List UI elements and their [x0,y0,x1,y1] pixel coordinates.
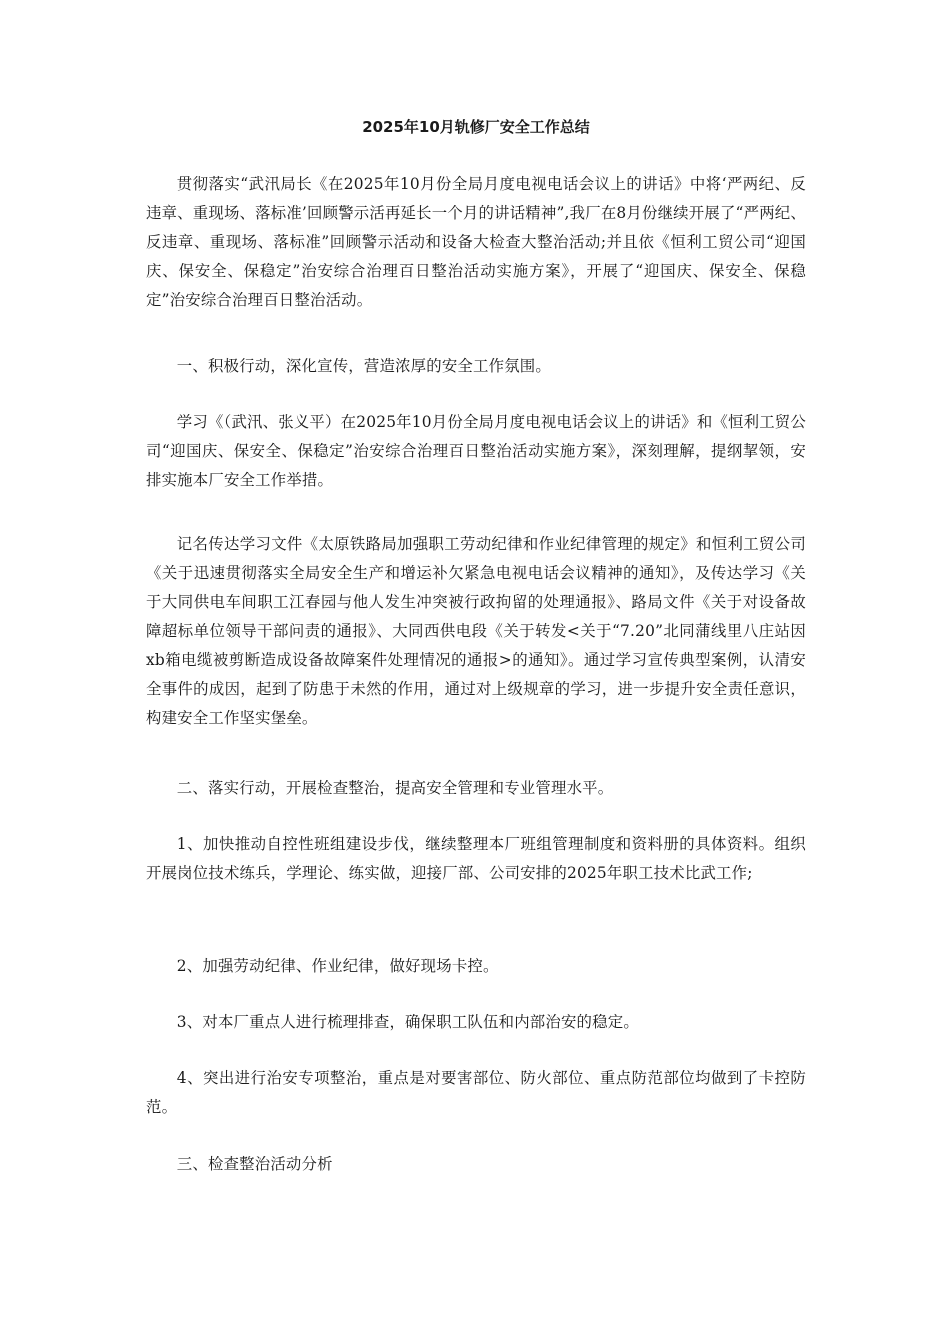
list-item-2: 2、加强劳动纪律、作业纪律，做好现场卡控。 [176,957,499,975]
paragraph-study: 学习《（武汛、张义平）在2025年10月份全局月度电视电话会议上的讲话》和《恒利工贸公司“迎国庆、保安全、保稳定”治安综合治理百日整治活动实施方案》，深刻理解，提纲挈领，安排实施本厂安全工作举措。 [146,413,806,489]
paragraph-intro: 贯彻落实“武汛局长《在2025年10月份全局月度电视电话会议上的讲话》中将‘严两纪、反违章、重现场、落标准’回顾警示活再延长一个月的讲话精神”,我厂在8月份继续开展了“严两纪、反违章、重现场、落标准”回顾警示活动和设备大检查大整治活动;并且依《恒利工贸公司“迎国庆、保安全、保稳定”治安综合治理百日整治活动实施方案》，开展了“迎国庆、保安全、保稳定”治安综合治理百日整治活动。 [146,175,806,309]
list-item-4: 4、突出进行治安专项整治，重点是对要害部位、防火部位、重点防范部位均做到了卡控防范。 [146,1069,806,1116]
document-title: 2025年10月轨修厂安全工作总结 [362,118,590,136]
section-heading-2: 二、落实行动，开展检查整治，提高安全管理和专业管理水平。 [176,779,614,797]
list-item-3: 3、对本厂重点人进行梳理排查，确保职工队伍和内部治安的稳定。 [176,1013,639,1031]
paragraph-documents: 记名传达学习文件《太原铁路局加强职工劳动纪律和作业纪律管理的规定》和恒利工贸公司《关于迅速贯彻落实全局安全生产和增运补欠紧急电视电话会议精神的通知》，及传达学习《关于大同供电车间职工江春园与他人发生冲突被行政拘留的处理通报》、路局文件《关于对设备故障超标单位领导干部问责的通报》、大同西供电段《关于转发<关于“7.20”北同蒲线里八庄站因xb箱电缆被剪断造成设备故障案件处理情况的通报>的通知》。通过学习宣传典型案例，认清安全事件的成因，起到了防患于未然的作用，通过对上级规章的学习，进一步提升安全责任意识，构建安全工作坚实堡垒。 [146,535,806,727]
section-heading-1: 一、积极行动，深化宣传，营造浓厚的安全工作氛围。 [176,357,551,375]
section-heading-3: 三、检查整治活动分析 [176,1155,333,1173]
list-item-1: 1、加快推动自控性班组建设步伐，继续整理本厂班组管理制度和资料册的具体资料。组织开展岗位技术练兵，学理论、练实做，迎接厂部、公司安排的2025年职工技术比武工作; [146,835,806,882]
